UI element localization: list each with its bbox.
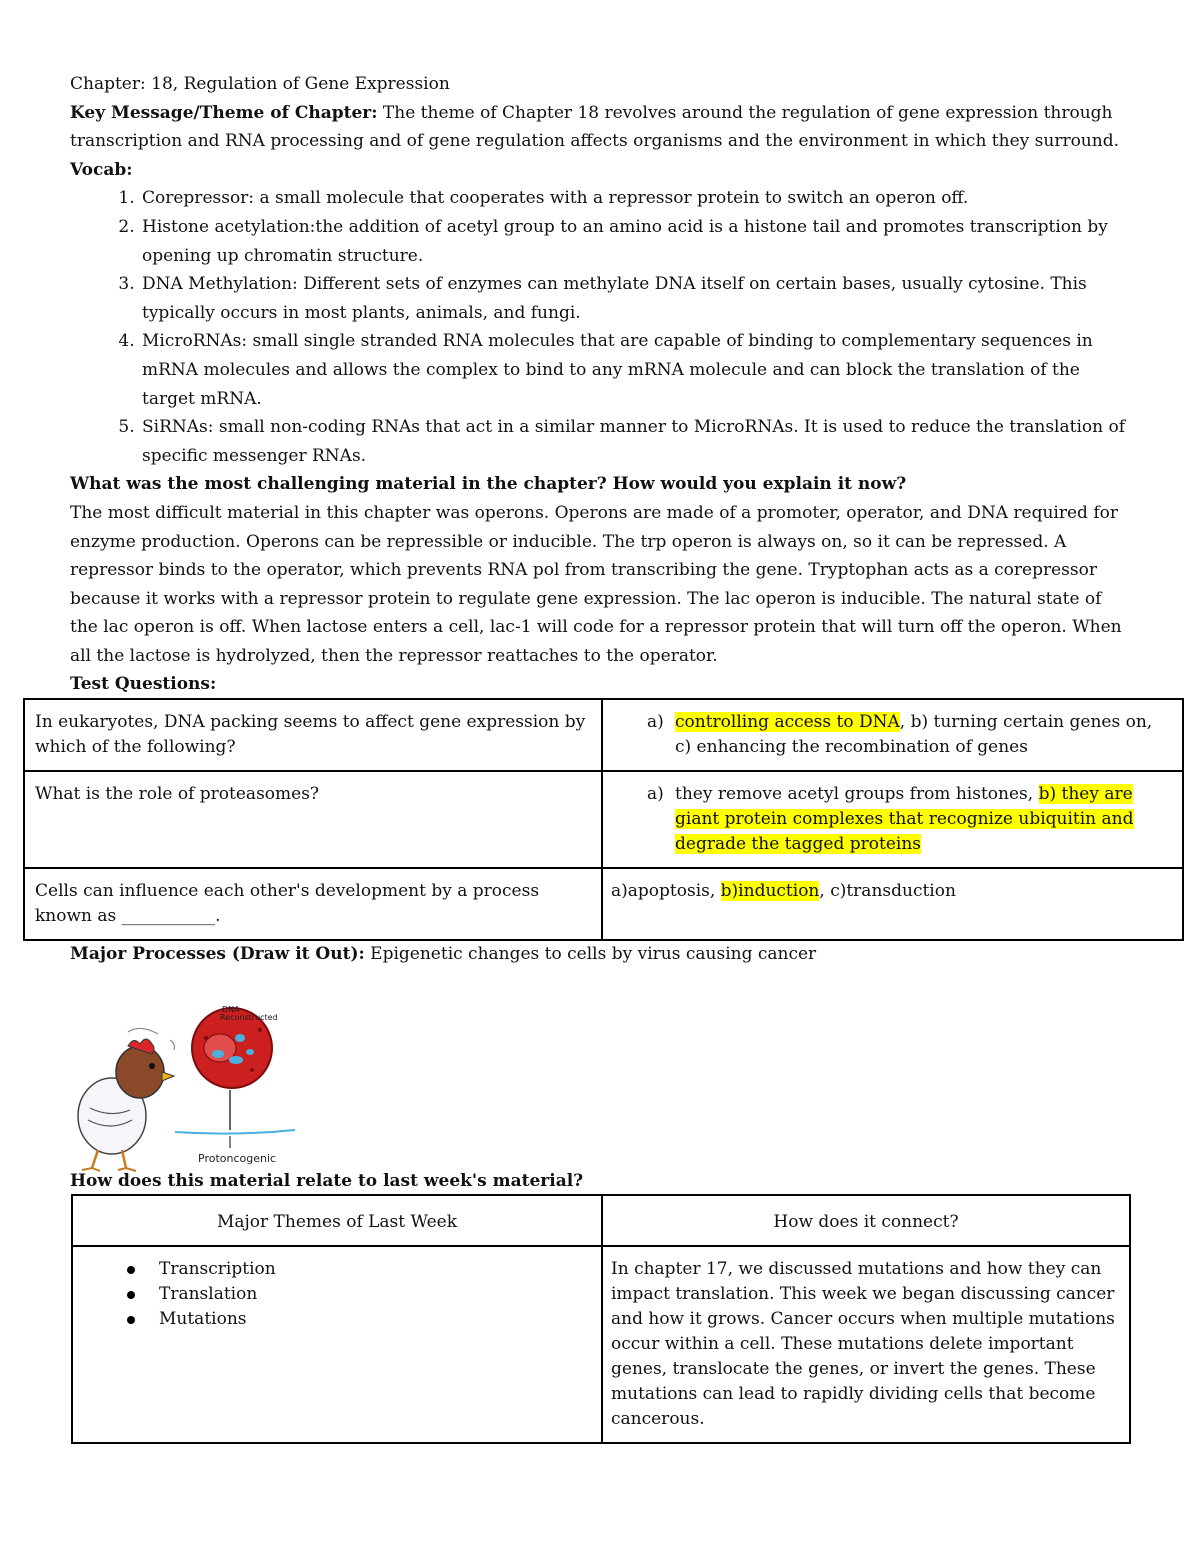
column-header: Major Themes of Last Week	[72, 1195, 602, 1246]
cancer-cell-illustration	[175, 1008, 295, 1148]
list-item: Translation	[159, 1282, 593, 1307]
vocab-heading: Vocab:	[70, 159, 133, 180]
table-row	[24, 699, 1183, 771]
vocab-list	[70, 184, 1130, 470]
relate-question: How does this material relate to last week's material?	[70, 1171, 584, 1191]
column-header: How does it connect?	[602, 1195, 1130, 1246]
question-cell: Cells can influence each other's development by a process known as ___________.	[24, 868, 602, 940]
list-item: Mutations	[159, 1307, 593, 1332]
answer-cell	[602, 771, 1183, 868]
answer-label: a)	[647, 712, 664, 732]
list-item: Transcription	[159, 1257, 593, 1282]
test-questions-table	[23, 698, 1184, 941]
epigenetics-drawing	[70, 990, 310, 1180]
key-message-text: The theme of Chapter 18 revolves around the regulation of gene expression through transcription and RNA processing and of gene regulation affects organisms and the environment in which they surround.	[70, 102, 1119, 152]
drawing-label: Reconstructed	[220, 1013, 278, 1022]
themes-list	[81, 1257, 593, 1332]
themes-cell	[72, 1246, 602, 1443]
key-message-label: Key Message/Theme of Chapter:	[70, 102, 378, 123]
major-processes: Major Processes (Draw it Out): Epigenetic changes to cells by virus causing cancer	[70, 944, 817, 964]
table-row	[72, 1246, 1130, 1443]
vocab-item: 4. MicroRNAs: small single stranded RNA molecules that are capable of binding to complementary sequences in mRNA molecules and allows the complex to bind to any mRNA molecule and can block the translation of the target mRNA.	[140, 327, 1130, 413]
answer-cell: a)apoptosis, b)induction, c)transduction	[602, 868, 1183, 940]
table-row	[24, 771, 1183, 868]
vocab-item: 1. Corepressor: a small molecule that cooperates with a repressor protein to switch an operon off.	[140, 184, 1130, 213]
key-message	[70, 99, 1130, 156]
vocab-item: 3. DNA Methylation: Different sets of enzymes can methylate DNA itself on certain bases, usually cytosine. This typically occurs in most plants, animals, and fungi.	[140, 270, 1130, 327]
vocab-item: 2. Histone acetylation:the addition of acetyl group to an amino acid is a histone tail and promotes transcription by opening up chromatin structure.	[140, 213, 1130, 270]
highlighted-answer: b) they are giant protein complexes that recognize ubiquitin and degrade the tagged proteins	[675, 784, 1134, 854]
major-processes-label: Major Processes (Draw it Out):	[70, 944, 365, 964]
relate-table	[71, 1194, 1131, 1444]
highlighted-answer: controlling access to DNA	[675, 712, 900, 732]
chapter-line: Chapter: 18, Regulation of Gene Expression	[70, 74, 450, 94]
connection-cell: In chapter 17, we discussed mutations and how they can impact translation. This week we began discussing cancer and how it grows. Cancer occurs when multiple mutations occur within a cell. These mutations delete important genes, translocate the genes, or invert the genes. These mutations can lead to rapidly dividing cells that become cancerous.	[602, 1246, 1130, 1443]
question-cell: In eukaryotes, DNA packing seems to affect gene expression by which of the following?	[24, 699, 602, 771]
drawing-label: Protoncogenic	[198, 1152, 277, 1165]
chicken-illustration	[78, 1028, 175, 1171]
test-questions-heading: Test Questions:	[70, 674, 217, 695]
answer-text: controlling access to DNA, b) turning certain genes on, c) enhancing the recombination of genes	[675, 712, 1153, 757]
question-cell: What is the role of proteasomes?	[24, 771, 602, 868]
document-body	[70, 70, 1130, 699]
vocab-item: 5. SiRNAs: small non-coding RNAs that act in a similar manner to MicroRNAs. It is used to reduce the translation of specific messenger RNAs.	[140, 413, 1130, 470]
challenging-answer: The most difficult material in this chapter was operons. Operons are made of a promoter, operator, and DNA required for enzyme production. Operons can be repressible or inducible. The trp operon is always on, so it can be repressed. A repressor binds to the operator, which prevents RNA pol from transcribing the gene. Tryptophan acts as a corepressor because it works with a repressor protein to regulate gene expression. The lac operon is inducible. The natural state of the lac operon is off. When lactose enters a cell, lac-1 will code for a repressor protein that will turn off the operon. When all the lactose is hydrolyzed, then the repressor reattaches to the operator.	[70, 502, 1122, 666]
drawing-label: DNA	[222, 1005, 240, 1014]
answer-label: a)	[647, 784, 664, 804]
challenging-question: What was the most challenging material in the chapter? How would you explain it now?	[70, 474, 907, 495]
highlighted-answer: b)induction	[720, 881, 820, 901]
answer-cell	[602, 699, 1183, 771]
table-header-row	[72, 1195, 1130, 1246]
answer-text: they remove acetyl groups from histones, b) they are giant protein complexes that recognize ubiquitin and degrade the tagged proteins	[675, 784, 1134, 854]
table-row	[24, 868, 1183, 940]
